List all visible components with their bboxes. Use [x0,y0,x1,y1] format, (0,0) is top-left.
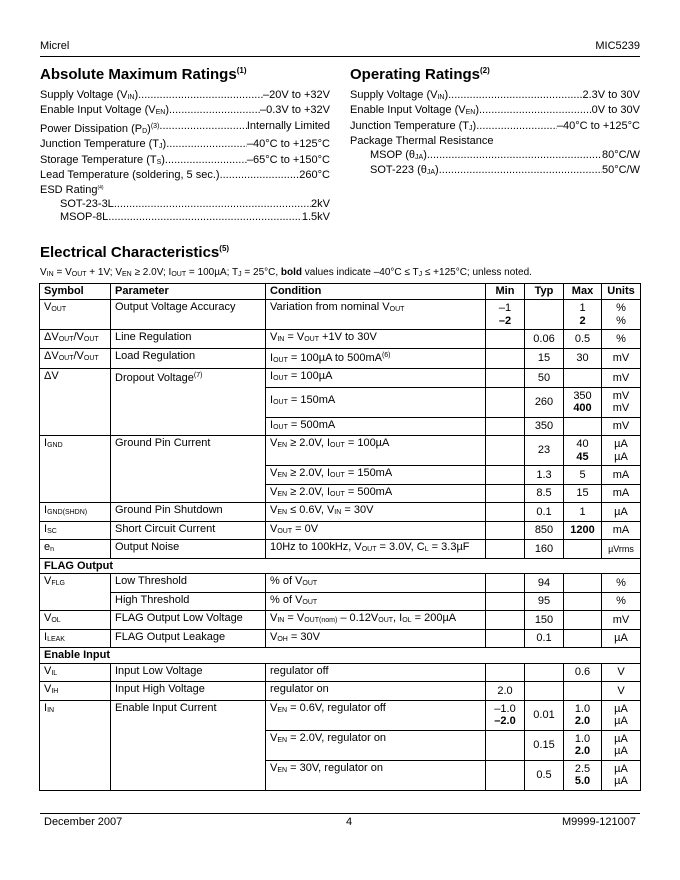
rating-group-label: ESD Rating$^{(4)}$ [40,184,104,197]
rating-row: MSOP-8L ..... 1.5kV [40,211,330,224]
section-row-enable: Enable Input [40,648,641,664]
rating-row: Junction Temperature (TJ) ..... –40°C to +125°C [40,138,330,153]
rating-row: SOT-23-3L ..... 2kV [40,198,330,211]
footer-rule [40,813,640,814]
rating-row: MSOP (θJA) ..... 80°C/W [350,149,640,164]
table-row: en Output Noise 10Hz to 100kHz, VOUT = 3.0V, CL = 3.3µF 160 µVrms [40,540,641,559]
footer-date: December 2007 [44,816,123,828]
table-row: IGND Ground Pin Current VEN ≥ 2.0V, IOUT = 100µA 23 40 45 µA µA [40,436,641,466]
table-row: ISC Short Circuit Current VOUT = 0V 850 1200 mA [40,521,641,540]
rating-row: Storage Temperature (TS) ..... –65°C to +150°C [40,154,330,169]
table-row: VEN = 30V, regulator on 0.5 2.5 5.0 µA µA [40,760,641,790]
table-row: High Threshold % of VOUT 95 % [40,592,641,611]
ec-conditions: VIN = VOUT + 1V; VEN ≥ 2.0V; IOUT = 100µA; TJ = 25°C, bold values indicate –40°C ≤ TJ ≤ +125°C; unless noted. [40,267,532,278]
section-row-flag: FLAG Output [40,558,641,574]
rating-row: Supply Voltage (VIN) ..... –20V to +32V [40,89,330,104]
doc-number: M9999-121007 [561,816,636,828]
table-row: IIN Enable Input Current VEN = 0.6V, regulator off –1.0 –2.0 0.01 1.0 2.0 µA µA [40,700,641,730]
table-row: VEN ≥ 2.0V, IOUT = 500mA 8.5 15 mA [40,484,641,503]
page-number: 4 [346,816,353,828]
table-row: ΔVOUT/VOUT Load Regulation IOUT = 100µA to $500mA^{(6)}$ 15 30 mV [40,348,641,369]
header-rule [40,56,640,57]
ec-table [39,283,641,791]
part-number: MIC5239 [595,40,640,52]
table-row: IGND(SHDN) Ground Pin Shutdown VEN ≤ 0.6V, VIN = 30V 0.1 1 µA [40,503,641,522]
rating-row: Lead Temperature (soldering, 5 sec.) ..... 260°C [40,169,330,182]
table-row: VIL Input Low Voltage regulator off 0.6 V [40,663,641,682]
page-header [40,40,640,56]
table-row: ILEAK FLAG Output Leakage VOH = 30V 0.1 µA [40,629,641,648]
table-row: VFLG Low Threshold % of VOUT 94 % [40,574,641,593]
table-row: ΔV Dropout Voltage$^{(7)}$ IOUT = 100µA 50 mV [40,369,641,388]
operating-ratings-list [350,89,640,179]
table-row: VOL FLAG Output Low Voltage VIN = VOUT(nom) – 0.12VOUT, IOL = 200µA 150 mV [40,611,641,630]
table-row: VOUT Output Voltage Accuracy Variation from nominal VOUT –1 –2 1 2 % % [40,300,641,330]
rating-group-label: Package Thermal Resistance [350,135,494,148]
company-name: Micrel [40,40,70,52]
table-row: ΔVOUT/VOUT Line Regulation VIN = VOUT +1V to 30V 0.06 0.5 % [40,330,641,349]
table-header-row: Symbol Parameter Condition Min Typ Max Units [40,284,641,300]
table-row: VEN ≥ 2.0V, IOUT = 150mA 1.3 5 mA [40,466,641,485]
table-row: VIH Input High Voltage regulator on 2.0 V [40,682,641,701]
table-row: IOUT = 150mA 260 350 400 mV mV [40,387,641,417]
rating-row: Enable Input Voltage (VEN) ..... 0V to 30V [350,104,640,119]
rating-row: Junction Temperature (TJ) ..... –40°C to +125°C [350,120,640,135]
abs-max-list [40,89,330,225]
operating-ratings-title: Operating Ratings$^{(2)}$ [350,66,490,83]
table-row: VEN = 2.0V, regulator on 0.15 1.0 2.0 µA µA [40,730,641,760]
rating-row: SOT-223 (θJA) ..... 50°C/W [350,164,640,179]
rating-row: Power Dissipation (PD)$^{(3)}$ ..... Internally Limited [40,120,330,138]
table-row: IOUT = 500mA 350 mV [40,417,641,436]
ec-title: Electrical Characteristics$^{(5)}$ [40,244,230,261]
rating-row: Supply Voltage (VIN) ..... 2.3V to 30V [350,89,640,104]
abs-max-title: Absolute Maximum Ratings$^{(1)}$ [40,66,247,83]
rating-row: Enable Input Voltage (VEN) ..... –0.3V to +32V [40,104,330,119]
